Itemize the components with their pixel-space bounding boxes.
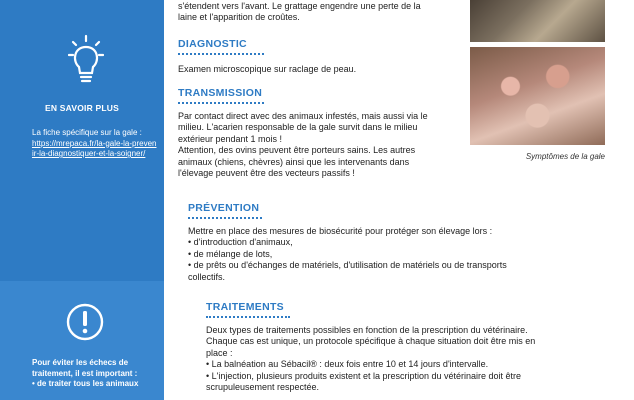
text-line: • de prêts ou d'échanges de matériels, d'utilisation de matériels ou de transports <box>188 260 507 271</box>
text-line: l'élevage peuvent être des vecteurs passifs ! <box>178 168 355 179</box>
warning-label: Pour éviter les échecs de traitement, il est important : <box>32 358 138 378</box>
intro-text <box>178 1 468 24</box>
text-line: Chaque cas est unique, un protocole spécifique à chaque situation doit être mis en <box>206 336 536 347</box>
intro-line: laine et l'apparition de croûtes. <box>178 12 300 23</box>
text-line: extérieur pendant 1 mois ! <box>178 133 283 144</box>
intro-line: s'étendent vers l'avant. Le grattage engendre une perte de la <box>178 1 421 11</box>
sheep-photo <box>470 0 605 42</box>
warning-box <box>0 281 164 400</box>
photo-caption: Symptômes de la gale <box>525 152 605 161</box>
text-line: scrupuleusement respectée. <box>206 382 320 393</box>
warning-text <box>32 358 158 390</box>
warning-bullet: • de traiter tous les animaux <box>32 379 139 388</box>
transmission-text <box>178 111 470 179</box>
text-line: collectifs. <box>188 271 226 282</box>
text-line: Mettre en place des mesures de biosécurité pour protéger son élevage lors : <box>188 226 493 236</box>
prevention-heading: PRÉVENTION <box>188 202 260 214</box>
diagnostic-text: Examen microscopique sur raclage de peau. <box>178 64 357 74</box>
lightbulb-icon <box>68 34 104 86</box>
heading-underline <box>178 53 264 55</box>
info-link[interactable]: https://mrepaca.fr/la-gale-la-prevenir-la-diagnostiquer-et-la-soigner/ <box>32 138 157 158</box>
heading-underline <box>188 217 262 219</box>
text-line: • La balnéation au Sébacil® : deux fois entre 10 et 14 jours d'intervalle. <box>206 359 489 370</box>
text-line: • de mélange de lots, <box>188 248 273 259</box>
text-line: Deux types de traitements possibles en fonction de la prescription du vétérinaire. <box>206 325 528 335</box>
traitements-heading: TRAITEMENTS <box>206 301 284 313</box>
transmission-heading: TRANSMISSION <box>178 87 263 99</box>
text-line: Par contact direct avec des animaux infestés, mais aussi via le <box>178 111 428 121</box>
main-content <box>164 0 634 400</box>
exclamation-icon <box>66 303 104 341</box>
traitements-text <box>206 325 616 393</box>
prevention-text <box>188 226 608 283</box>
text-line: • d'introduction d'animaux, <box>188 237 293 248</box>
text-line: Attention, des ovins peuvent être porteurs sains. Les autres <box>178 145 416 156</box>
text-line: place : <box>206 347 233 358</box>
heading-underline <box>206 316 290 318</box>
heading-underline <box>178 102 264 104</box>
sidebar-intro: La fiche spécifique sur la gale : <box>32 128 142 137</box>
sidebar <box>0 0 164 400</box>
diagnostic-heading: DIAGNOSTIC <box>178 38 247 50</box>
text-line: milieu. L'acarien responsable de la gale survit dans le milieu <box>178 122 418 133</box>
text-line: • L'injection, plusieurs produits existent et la prescription du vétérinaire doit être <box>206 370 522 381</box>
sidebar-title: EN SAVOIR PLUS <box>45 103 119 113</box>
sidebar-info <box>32 128 158 160</box>
text-line: animaux (chiens, chèvres) ainsi que les intervenants dans <box>178 156 410 167</box>
scabies-photo <box>470 47 605 145</box>
